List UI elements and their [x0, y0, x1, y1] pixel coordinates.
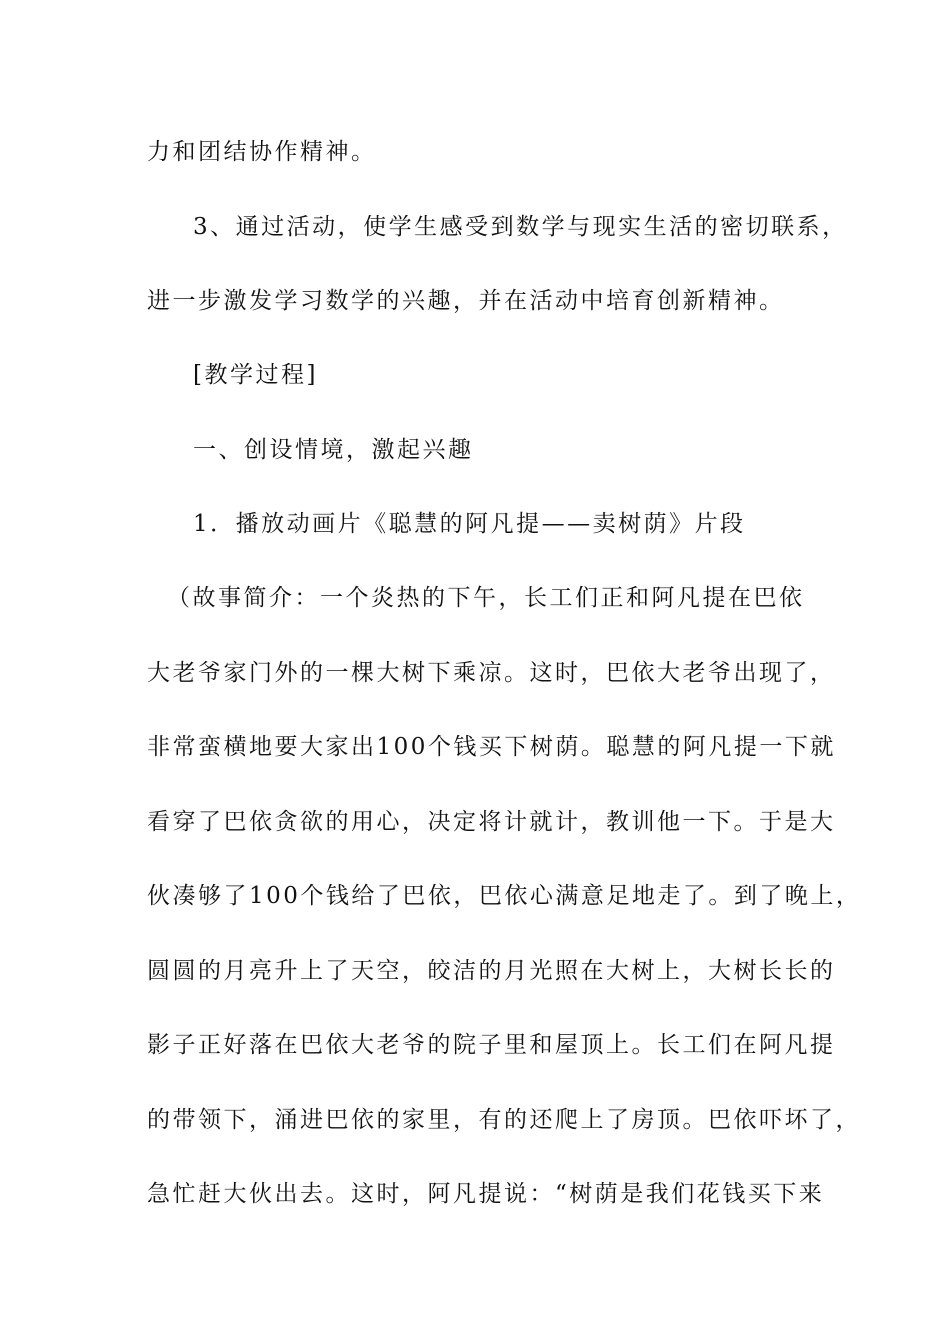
paragraph-line: 力和团结协作精神。 — [147, 139, 377, 165]
paragraph-line: 3、通过活动，使学生感受到数学与现实生活的密切联系， — [193, 214, 848, 240]
section-heading: 一、创设情境，激起兴趣 — [193, 437, 474, 463]
paragraph-line: 急忙赶大伙出去。这时，阿凡提说：“树荫是我们花钱买下来 — [147, 1181, 825, 1207]
section-heading: [教学过程] — [193, 362, 318, 388]
paragraph-line: （故事简介：一个炎热的下午，长工们正和阿凡提在巴依 — [167, 585, 805, 611]
paragraph-line: 圆圆的月亮升上了天空，皎洁的月光照在大树上，大树长长的 — [147, 958, 836, 984]
paragraph-line: 伙凑够了100个钱给了巴依，巴依心满意足地走了。到了晚上， — [147, 883, 862, 909]
paragraph-line: 进一步激发学习数学的兴趣，并在活动中培育创新精神。 — [147, 288, 785, 314]
paragraph-line: 看穿了巴依贪欲的用心，决定将计就计，教训他一下。于是大 — [147, 809, 836, 835]
paragraph-line: 的带领下，涌进巴依的家里，有的还爬上了房顶。巴依吓坏了， — [147, 1107, 861, 1133]
paragraph-line: 影子正好落在巴依大老爷的院子里和屋顶上。长工们在阿凡提 — [147, 1032, 836, 1058]
paragraph-line: 大老爷家门外的一棵大树下乘凉。这时，巴依大老爷出现了， — [147, 660, 836, 686]
paragraph-line: 1．播放动画片《聪慧的阿凡提——卖树荫》片段 — [193, 511, 746, 537]
paragraph-line: 非常蛮横地要大家出100个钱买下树荫。聪慧的阿凡提一下就 — [147, 734, 836, 760]
